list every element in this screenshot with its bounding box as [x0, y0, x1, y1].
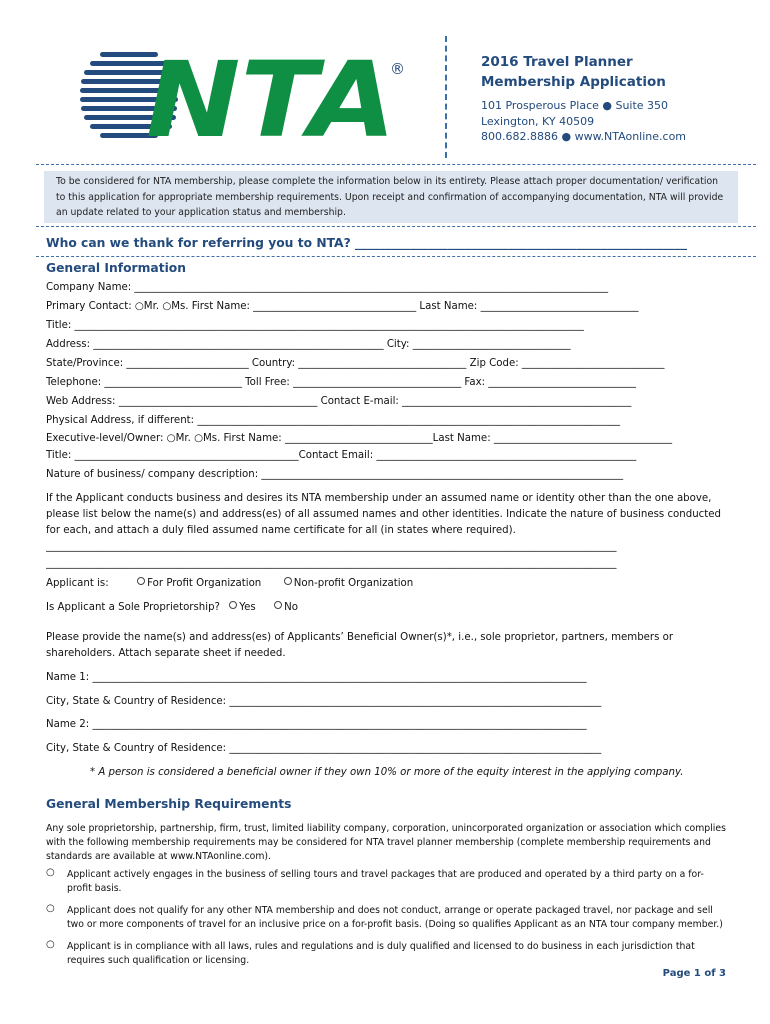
- sole-yes-radio[interactable]: [229, 601, 237, 609]
- assumed-name-line2[interactable]: ________________________________________________________________________________________________________________: [46, 558, 617, 569]
- logo-wordmark: NTA: [146, 48, 396, 148]
- address-line2: Lexington, KY 40509: [481, 114, 595, 128]
- beneficial-owner-paragraph: Please provide the name(s) and address(es) of Applicants’ Beneficial Owner(s)*, i.e., sole proprietor, partners, members or shareholders. Attach separate sheet if needed.: [46, 632, 674, 659]
- requirements-intro: Any sole proprietorship, partnership, firm, trust, limited liability company, corporation, unincorporated organization or association which complies with the following membership requirements may be considered for NTA travel planner membership (complete membership requirements and standards are available at www.NTAonline.com).: [46, 823, 726, 862]
- non-profit-label: Non-profit Organization: [293, 578, 414, 589]
- divider-intro-bottom: [36, 226, 756, 227]
- non-profit-radio[interactable]: [284, 577, 292, 585]
- general-info-heading: General Information: [46, 261, 186, 275]
- executive-owner-field[interactable]: Executive-level/Owner: ○Mr. ○Ms. First Name: _____________________________Last Name: ___________________________________: [46, 433, 673, 444]
- title-field[interactable]: Title: ____________________________________________________________________________________________________: [46, 320, 584, 331]
- primary-contact-field[interactable]: Primary Contact: ○Mr. ○Ms. First Name: ________________________________ Last Name: _______________________________: [46, 301, 639, 312]
- requirement-item-3: Applicant is in compliance with all laws, rules and regulations and is duly qualified and licensed to do business in each jurisdiction that requires such qualification or licensing.: [67, 941, 695, 966]
- nta-logo: [78, 48, 418, 148]
- requirements-heading: General Membership Requirements: [46, 797, 292, 811]
- bullet-icon: ○: [46, 903, 55, 914]
- sole-proprietor-question: Is Applicant a Sole Proprietorship?: [46, 602, 220, 613]
- intro-box: To be considered for NTA membership, please complete the information below in its entirety. Please attach proper documentation/ verification to this application for appropriate membership requirements. Upon receipt and confirmation of accompanying documentation, NTA will provide an update related to your application status and membership.: [44, 171, 738, 223]
- applicant-type-row: [46, 577, 726, 589]
- applicant-type-label: Applicant is:: [46, 578, 109, 589]
- sole-no-radio[interactable]: [274, 601, 282, 609]
- owner-name2-field[interactable]: Name 2: _________________________________________________________________________________________________: [46, 719, 587, 730]
- header-divider: [445, 36, 447, 158]
- owner-city2-field[interactable]: City, State & Country of Residence: _________________________________________________________________________: [46, 743, 602, 754]
- sole-no-label: No: [284, 602, 299, 613]
- for-profit-label: For Profit Organization: [147, 578, 262, 589]
- address-line3: 800.682.8886 ● www.NTAonline.com: [481, 130, 687, 143]
- owner-name1-field[interactable]: Name 1: _________________________________________________________________________________________________: [46, 672, 587, 683]
- divider-top: [36, 164, 756, 165]
- beneficial-owner-note: * A person is considered a beneficial owner if they own 10% or more of the equity interest in the applying company.: [90, 767, 684, 778]
- sole-yes-label: Yes: [239, 602, 256, 613]
- company-name-field[interactable]: Company Name: _____________________________________________________________________________________________: [46, 282, 609, 293]
- page-number: Page 1 of 3: [662, 968, 726, 979]
- bullet-icon: ○: [46, 939, 55, 950]
- divider-referral: [36, 256, 756, 257]
- header-title-line1: 2016 Travel Planner: [481, 54, 633, 70]
- assumed-name-line1[interactable]: ________________________________________________________________________________________________________________: [46, 541, 617, 552]
- assumed-name-paragraph: If the Applicant conducts business and desires its NTA membership under an assumed name or identity other than the one above, please list below the name(s) and address(es) of all assumed names and other identities. Indicate the nature of business conducted for each, and attach a duly filed assumed name certificate for all (in states where required).: [46, 493, 722, 536]
- requirement-item-2: Applicant does not qualify for any other NTA membership and does not conduct, arrange or operate packaged travel, nor package and sell two or more components of travel for an inclusive price on a for-profit basis. (Doing so qualifies Applicant as an NTA tour company member.): [67, 905, 723, 930]
- header-title: [481, 52, 666, 92]
- sole-proprietor-row: [46, 601, 726, 613]
- bullet-icon: ○: [46, 867, 55, 878]
- state-country-zip-field[interactable]: State/Province: ________________________ Country: _________________________________ Zip Code: ____________________________: [46, 358, 665, 369]
- for-profit-radio[interactable]: [137, 577, 145, 585]
- web-email-field[interactable]: Web Address: _______________________________________ Contact E-mail: _____________________________________________: [46, 396, 632, 407]
- address-field[interactable]: Address: _________________________________________________________ City: _______________________________: [46, 339, 571, 350]
- referral-question[interactable]: Who can we thank for referring you to NTA? ______________________________________________________: [46, 236, 687, 250]
- registered-mark: ®: [390, 60, 405, 78]
- phone-fax-field[interactable]: Telephone: ___________________________ Toll Free: _________________________________ Fax: _____________________________: [46, 377, 637, 388]
- physical-address-field[interactable]: Physical Address, if different: ___________________________________________________________________________________: [46, 415, 621, 426]
- address-line1: 101 Prosperous Place ● Suite 350: [481, 99, 669, 112]
- business-description-field[interactable]: Nature of business/ company description: _______________________________________________________________________: [46, 469, 624, 480]
- owner-city1-field[interactable]: City, State & Country of Residence: _________________________________________________________________________: [46, 696, 602, 707]
- header-address: [481, 98, 686, 145]
- header-title-line2: Membership Application: [481, 74, 666, 90]
- requirement-item-1: Applicant actively engages in the business of selling tours and travel packages that are produced and operated by a third party on a for-profit basis.: [67, 869, 704, 894]
- executive-title-email-field[interactable]: Title: ____________________________________________Contact Email: ___________________________________________________: [46, 450, 637, 461]
